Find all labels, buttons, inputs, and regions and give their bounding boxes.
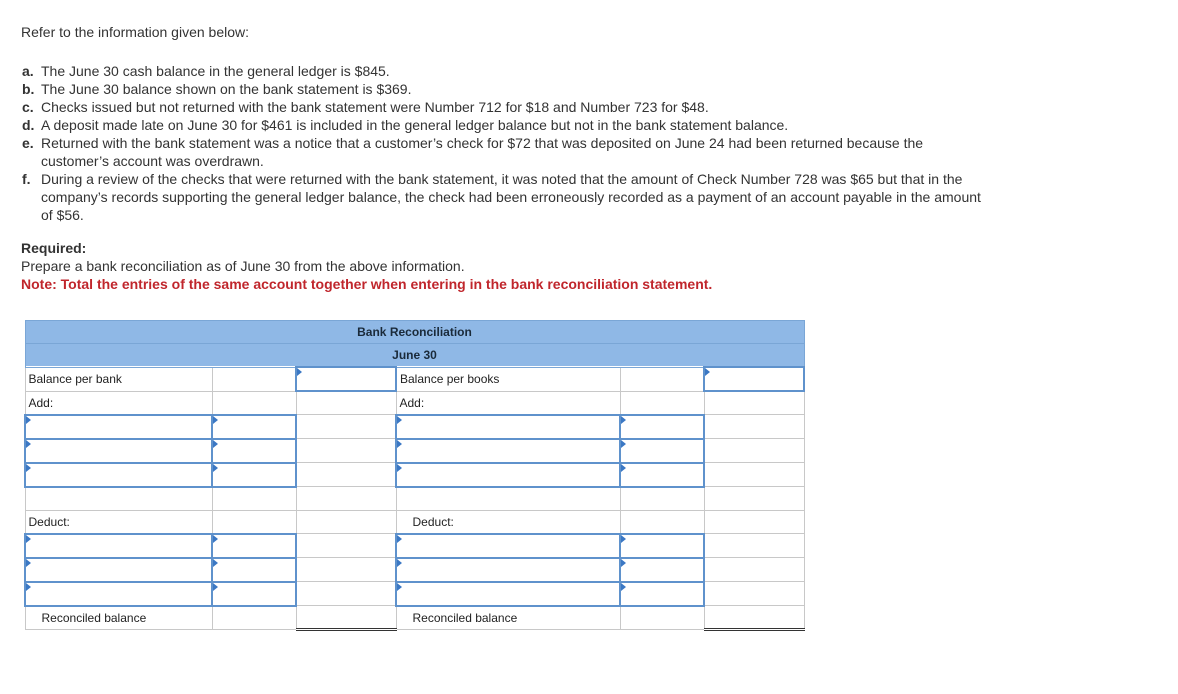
empty-cell	[212, 606, 296, 630]
empty-cell	[704, 463, 804, 487]
empty-cell	[296, 558, 396, 582]
empty-cell	[704, 487, 804, 511]
empty-cell	[212, 487, 296, 511]
table-date-row	[25, 344, 804, 368]
books-add-amount-input[interactable]	[620, 463, 704, 487]
empty-cell	[296, 534, 396, 558]
bank-reconciled-balance-total	[296, 606, 396, 630]
given-information-list	[22, 62, 982, 224]
books-add-description-input[interactable]	[396, 463, 620, 487]
empty-cell	[704, 534, 804, 558]
empty-cell	[296, 415, 396, 439]
bank-add-amount-input[interactable]	[212, 463, 296, 487]
bank-reconciliation-table	[24, 320, 805, 631]
required-note: Note: Total the entries of the same account together when entering in the bank reconciliation statement.	[21, 276, 713, 292]
empty-cell	[620, 606, 704, 630]
required-section	[21, 239, 712, 293]
books-deduct-amount-input[interactable]	[620, 582, 704, 606]
bank-deduct-description-input[interactable]	[25, 558, 212, 582]
table-row	[25, 415, 804, 439]
empty-cell	[704, 391, 804, 415]
item-text: The June 30 cash balance in the general ledger is $845.	[41, 63, 390, 79]
list-item	[22, 134, 982, 170]
empty-cell	[296, 391, 396, 415]
empty-cell	[704, 415, 804, 439]
required-instruction: Prepare a bank reconciliation as of June 30 from the above information.	[21, 258, 465, 274]
table-row	[25, 487, 804, 511]
books-add-description-input[interactable]	[396, 439, 620, 463]
item-text: Returned with the bank statement was a notice that a customer’s check for $72 that was deposited on June 24 had been returned because the customer’s account was overdrawn.	[41, 135, 924, 169]
list-item	[22, 170, 982, 224]
balance-per-books-label: Balance per books	[396, 367, 620, 391]
table-row	[25, 510, 804, 534]
books-reconciled-balance-total	[704, 606, 804, 630]
bank-deduct-amount-input[interactable]	[212, 558, 296, 582]
required-title: Required:	[21, 240, 87, 256]
item-text: Checks issued but not returned with the bank statement were Number 712 for $18 and Number 723 for $48.	[41, 99, 709, 115]
empty-cell	[296, 582, 396, 606]
empty-cell	[212, 391, 296, 415]
bank-deduct-amount-input[interactable]	[212, 582, 296, 606]
books-deduct-description-input[interactable]	[396, 582, 620, 606]
reconciliation-title: Bank Reconciliation	[25, 321, 804, 344]
table-row	[25, 534, 804, 558]
bank-reconciled-balance-label: Reconciled balance	[25, 606, 212, 630]
empty-cell	[296, 487, 396, 511]
empty-cell	[396, 487, 620, 511]
empty-cell	[704, 510, 804, 534]
empty-cell	[704, 558, 804, 582]
table-row	[25, 439, 804, 463]
books-deduct-description-input[interactable]	[396, 534, 620, 558]
table-header-row	[25, 321, 804, 344]
books-deduct-description-input[interactable]	[396, 558, 620, 582]
bank-deduct-label: Deduct:	[25, 510, 212, 534]
books-deduct-amount-input[interactable]	[620, 558, 704, 582]
balance-per-bank-input[interactable]	[296, 367, 396, 391]
books-add-label: Add:	[396, 391, 620, 415]
bank-add-description-input[interactable]	[25, 415, 212, 439]
empty-cell	[25, 487, 212, 511]
balance-per-bank-label: Balance per bank	[25, 367, 212, 391]
empty-cell	[296, 439, 396, 463]
balance-per-books-input[interactable]	[704, 367, 804, 391]
list-item	[22, 80, 982, 98]
item-text: A deposit made late on June 30 for $461 is included in the general ledger balance but not in the bank statement balance.	[41, 117, 789, 133]
books-add-amount-input[interactable]	[620, 439, 704, 463]
item-letter: a.	[22, 63, 34, 79]
table-row	[25, 582, 804, 606]
bank-add-label: Add:	[25, 391, 212, 415]
bank-deduct-description-input[interactable]	[25, 582, 212, 606]
list-item	[22, 62, 982, 80]
books-add-amount-input[interactable]	[620, 415, 704, 439]
table-row	[25, 606, 804, 630]
empty-cell	[620, 510, 704, 534]
intro-text: Refer to the information given below:	[21, 24, 250, 40]
books-deduct-label: Deduct:	[396, 510, 620, 534]
bank-deduct-description-input[interactable]	[25, 534, 212, 558]
bank-add-description-input[interactable]	[25, 439, 212, 463]
table-row	[25, 463, 804, 487]
item-text: During a review of the checks that were returned with the bank statement, it was noted that the amount of Check Number 728 was $65 but that in the company’s records supporting the general ledger balance, the check had been erroneously recorded as a payment of an account payable in the amount of $56.	[41, 171, 981, 223]
item-letter: c.	[22, 99, 34, 115]
empty-cell	[296, 463, 396, 487]
reconciliation-date: June 30	[25, 344, 804, 368]
item-letter: e.	[22, 135, 34, 151]
empty-cell	[704, 439, 804, 463]
empty-cell	[704, 582, 804, 606]
item-letter: d.	[22, 117, 35, 133]
table-row	[25, 391, 804, 415]
bank-deduct-amount-input[interactable]	[212, 534, 296, 558]
bank-add-amount-input[interactable]	[212, 415, 296, 439]
item-letter: f.	[22, 171, 31, 187]
books-reconciled-balance-label: Reconciled balance	[396, 606, 620, 630]
table-row	[25, 367, 804, 391]
item-text: The June 30 balance shown on the bank statement is $369.	[41, 81, 412, 97]
item-letter: b.	[22, 81, 35, 97]
bank-add-amount-input[interactable]	[212, 439, 296, 463]
list-item	[22, 116, 982, 134]
empty-cell	[212, 510, 296, 534]
empty-cell	[296, 510, 396, 534]
list-item	[22, 98, 982, 116]
bank-add-description-input[interactable]	[25, 463, 212, 487]
table-row	[25, 558, 804, 582]
empty-cell	[620, 367, 704, 391]
books-add-description-input[interactable]	[396, 415, 620, 439]
books-deduct-amount-input[interactable]	[620, 534, 704, 558]
empty-cell	[620, 487, 704, 511]
empty-cell	[620, 391, 704, 415]
empty-cell	[212, 367, 296, 391]
